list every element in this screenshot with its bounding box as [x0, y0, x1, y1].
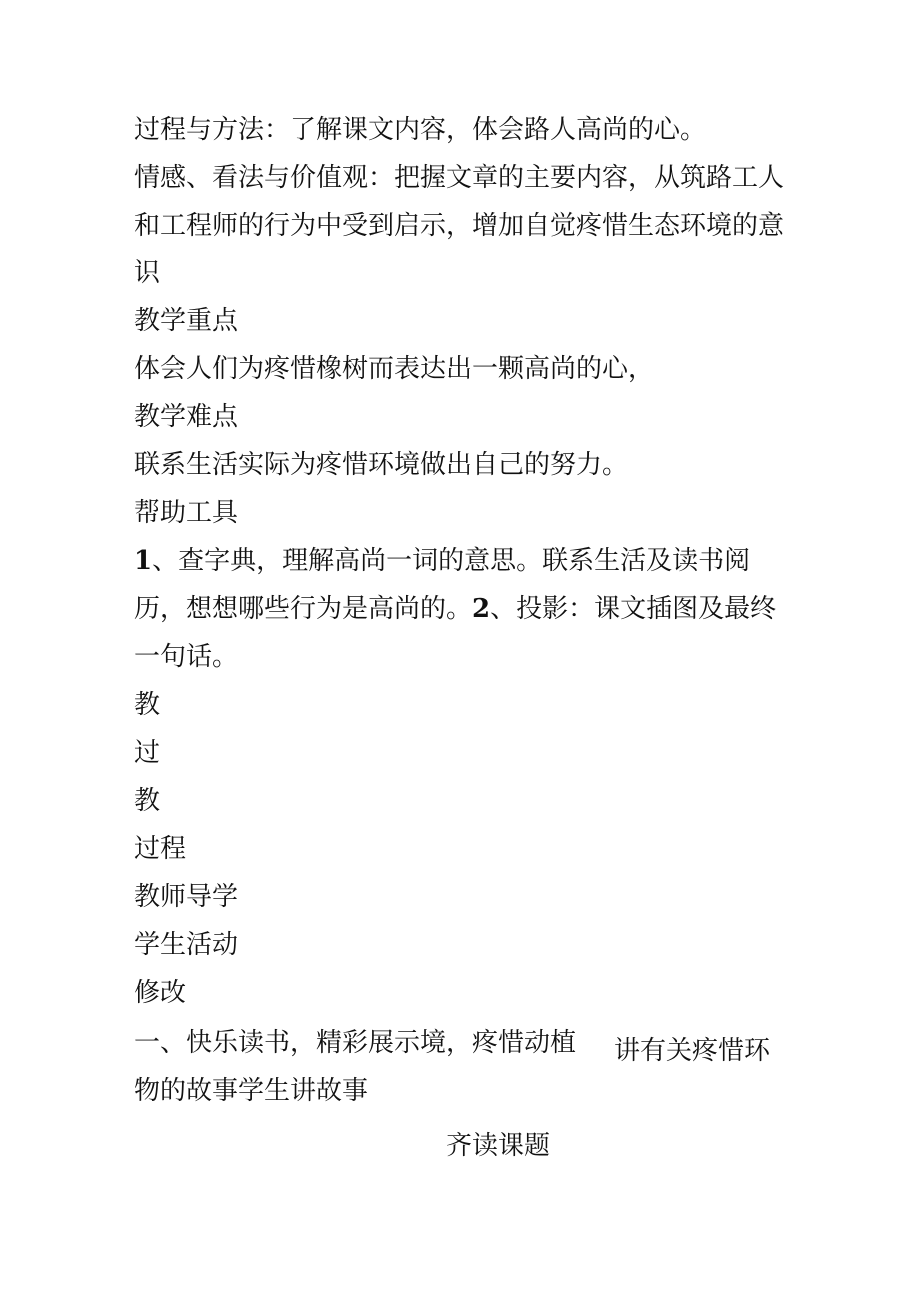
tools-item-1-text: 、查字典，理解高尚一词的意思。联系生活及读书阅	[152, 546, 751, 576]
table-column-teacher: 教师导学	[134, 882, 239, 912]
table-column-revise: 修改	[134, 978, 187, 1008]
step-1-read-title: 齐读课题	[446, 1131, 551, 1161]
table-cell-2: 过	[134, 738, 161, 768]
table-cell-1: 教	[134, 690, 161, 720]
tools-line-3: 一句话。	[134, 642, 239, 672]
tools-heading: 帮助工具	[134, 498, 239, 528]
tools-line-1	[134, 545, 750, 577]
tools-item-2-text: 、投影：课文插图及最终	[490, 594, 777, 624]
tools-line-2-text: 历，想想哪些行为是高尚的。	[134, 594, 473, 624]
key-point-heading: 教学重点	[134, 306, 239, 336]
tools-item-1-number: 1	[134, 546, 153, 576]
step-1-line-2: 物的故事学生讲故事	[134, 1076, 369, 1106]
step-1-line-1: 一、快乐读书，精彩展示境，疼惜动植	[134, 1028, 577, 1058]
difficulty-heading: 教学难点	[134, 402, 239, 432]
objectives-emotion-line-1: 情感、看法与价值观：把握文章的主要内容，从筑路工人	[134, 163, 785, 193]
tools-item-2-number: 2	[472, 594, 491, 624]
step-1-student-activity: 讲有关疼惜环	[614, 1036, 771, 1066]
difficulty-text: 联系生活实际为疼惜环境做出自己的努力。	[134, 450, 629, 480]
table-column-student: 学生活动	[134, 930, 239, 960]
table-cell-4: 过程	[134, 834, 187, 864]
key-point-text: 体会人们为疼惜橡树而表达出一颗高尚的心，	[134, 354, 655, 384]
objectives-emotion-line-2: 和工程师的行为中受到启示，增加自觉疼惜生态环境的意	[134, 211, 785, 241]
objectives-emotion-line-3: 识	[134, 258, 161, 288]
tools-line-2	[134, 593, 776, 625]
objectives-process: 过程与方法：了解课文内容，体会路人高尚的心。	[134, 115, 707, 145]
table-cell-3: 教	[134, 786, 161, 816]
